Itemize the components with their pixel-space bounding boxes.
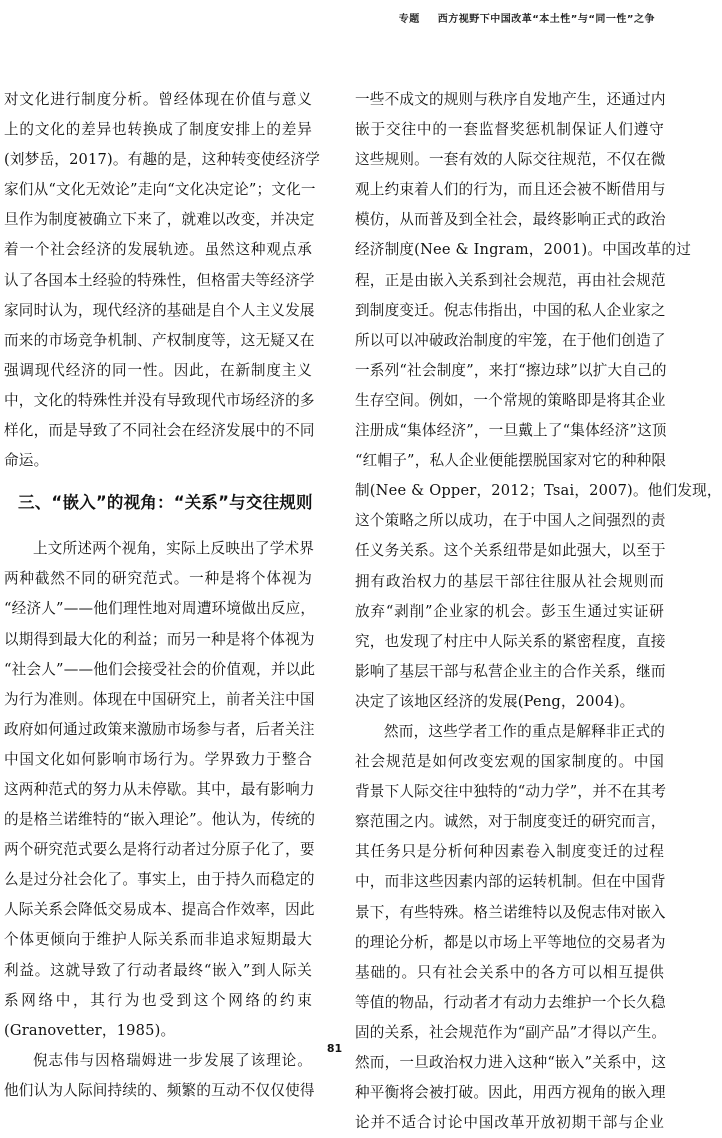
text-line: 嵌于交往中的一套监督奖惩机制保证人们遵守: [355, 121, 664, 139]
text-line: 程，正是由嵌入关系到社会规范，再由社会规范: [355, 271, 666, 289]
text-line: 一系列“社会制度”，来打“擦边球”以扩大自己的: [355, 361, 667, 379]
text-line: 然而，一旦政治权力进入这种“嵌入”关系中，这: [355, 1054, 667, 1071]
text-line: 中，而非这些因素内部的运转机制。但在中国背: [355, 873, 666, 891]
text-line: 论并不适合讨论中国改革开放初期干部与企业: [355, 1114, 664, 1132]
text-line: 对文化进行制度分析。曾经体现在价值与意义: [4, 91, 312, 108]
text-line: 模仿，从而普及到全社会，最终影响正式的政治: [355, 211, 666, 229]
running-header: [399, 10, 655, 25]
section-heading: 三、“嵌入”的视角：“关系”与交往规则: [18, 493, 313, 513]
text-line: 的是格兰诺维特的“嵌入理论”。他认为，传统的: [4, 811, 316, 829]
text-line: 这些规则。一套有效的人际交往规范，不仅在微: [355, 151, 666, 169]
text-line: “红帽子”，私人企业便能摆脱国家对它的种种限: [355, 452, 667, 470]
text-line: 中，文化的特殊性并没有导致现代市场经济的多: [4, 391, 315, 409]
text-line: 倪志伟与因格瑞姆进一步发展了该理论。: [33, 1051, 312, 1069]
text-line: 人际关系会降低交易成本、提高合作效率，因此: [4, 901, 315, 919]
text-line: 然而，这些学者工作的重点是解释非正式的: [384, 722, 666, 740]
section-tag: 专题: [398, 14, 420, 25]
running-title: 西方视野下中国改革“本土性”与“同一性”之争: [437, 14, 655, 25]
text-line: 家们从“文化无效论”走向“文化决定论”；文化一: [4, 181, 316, 199]
text-line: “社会人”——他们会接受社会的价值观，并以此: [4, 660, 316, 678]
page-number: 81: [326, 1042, 343, 1055]
text-line: 他们认为人际间持续的、频繁的互动不仅仅使得: [4, 1081, 315, 1099]
text-line: 背景下人际交往中独特的“动力学”，并不在其考: [355, 783, 667, 801]
right-column: [355, 85, 722, 1138]
left-column: [4, 85, 321, 1106]
text-line: 旦作为制度被确立下来了，就难以改变，并决定: [4, 211, 315, 229]
text-line: 其任务只是分析何种因素卷入制度变迁的过程: [355, 843, 664, 861]
text-line: 等值的物品，行动者才有动力去维护一个长久稳: [355, 993, 666, 1011]
text-line: 强调现代经济的同一性。因此，在新制度主义: [4, 361, 312, 379]
text-line: 制(Nee & Opper，2012；Tsai，2007)。他们发现，: [355, 482, 722, 500]
text-line: 系网络中，其行为也受到这个网络的约束: [4, 991, 312, 1009]
text-line: 经济制度(Nee & Ingram，2001)。中国改革的过: [355, 241, 691, 259]
text-line: 观上约束着人们的行为，而且还会被不断借用与: [355, 181, 666, 199]
text-line: 基础的。只有社会关系中的各方可以相互提供: [355, 963, 664, 981]
text-line: 以期得到最大化的利益；而另一种是将个体视为: [4, 630, 315, 648]
text-line: 的理论分析，都是以市场上平等地位的交易者为: [355, 933, 666, 951]
text-line: 认了各国本土经验的特殊性，但格雷夫等经济学: [4, 271, 315, 289]
paragraph: [355, 717, 667, 1138]
text-line: 种平衡将会被打破。因此，用西方视角的嵌入理: [355, 1084, 666, 1102]
text-line: 着一个社会经济的发展轨迹。虽然这种观点承: [4, 241, 312, 259]
text-line: “经济人”——他们理性地对周遭环境做出反应，: [4, 600, 316, 618]
text-line: 社会规范是如何改变宏观的国家制度的。中国: [355, 753, 664, 771]
text-line: (刘梦岳，2017)。有趣的是，这种转变使经济学: [4, 151, 321, 169]
text-line: 影响了基层干部与私营企业主的合作关系，继而: [355, 662, 666, 680]
text-line: 利益。这就导致了行动者最终“嵌入”到人际关: [4, 961, 312, 979]
text-line: 为行为准则。体现在中国研究上，前者关注中国: [4, 690, 315, 708]
text-line: 上文所述两个视角，实际上反映出了学术界: [33, 540, 315, 558]
text-line: (Granovetter，1985)。: [4, 1021, 176, 1039]
text-line: 样化，而是导致了不同社会在经济发展中的不同: [4, 422, 315, 440]
paragraph: [4, 85, 321, 476]
text-line: 个体更倾向于维护人际关系而非追求短期最大: [4, 931, 312, 949]
text-line: 政府如何通过政策来激励市场参与者，后者关注: [4, 720, 315, 738]
text-line: 而来的市场竞争机制、产权制度等，这无疑又在: [4, 331, 315, 349]
text-line: 到制度变迁。倪志伟指出，中国的私人企业家之: [355, 301, 666, 319]
text-line: 注册成“集体经济”，一旦戴上了“集体经济”这顶: [355, 422, 667, 440]
text-line: 命运。: [4, 452, 49, 470]
text-line: 任义务关系。这个关系纽带是如此强大，以至于: [355, 542, 666, 560]
text-line: 固的关系，社会规范作为“副产品”才得以产生。: [355, 1023, 667, 1041]
text-line: 上的文化的差异也转换成了制度安排上的差异: [4, 121, 312, 139]
paragraph: [4, 534, 316, 1046]
text-line: 拥有政治权力的基层干部往往服从社会规则而: [355, 572, 664, 590]
text-line: 一些不成文的规则与秩序自发地产生，还通过内: [355, 91, 666, 108]
text-line: 这两种范式的努力从未停歇。其中，最有影响力: [4, 780, 315, 798]
text-line: 所以可以冲破政治制度的牢笼，在于他们创造了: [355, 331, 666, 349]
text-line: 察范围之内。诚然，对于制度变迁的研究而言，: [355, 813, 666, 831]
text-line: 这个策略之所以成功，在于中国人之间强烈的责: [355, 512, 666, 530]
text-line: 么是过分社会化了。事实上，由于持久而稳定的: [4, 871, 315, 889]
text-line: 生存空间。例如，一个常规的策略即是将其企业: [355, 391, 666, 409]
text-line: 决定了该地区经济的发展(Peng，2004)。: [355, 692, 635, 710]
text-line: 究，也发现了村庄中人际关系的紧密程度，直接: [355, 632, 666, 650]
text-line: 放弃“剥削”企业家的机会。彭玉生通过实证研: [355, 602, 664, 620]
text-line: 中国文化如何影响市场行为。学界致力于整合: [4, 750, 312, 768]
text-line: 两种截然不同的研究范式。一种是将个体视为: [4, 570, 312, 588]
text-line: 家同时认为，现代经济的基础是自个人主义发展: [4, 301, 315, 319]
text-line: 景下，有些特殊。格兰诺维特以及倪志伟对嵌入: [355, 903, 666, 921]
paragraph: [355, 85, 722, 717]
text-line: 两个研究范式要么是将行动者过分原子化了，要: [4, 841, 315, 859]
